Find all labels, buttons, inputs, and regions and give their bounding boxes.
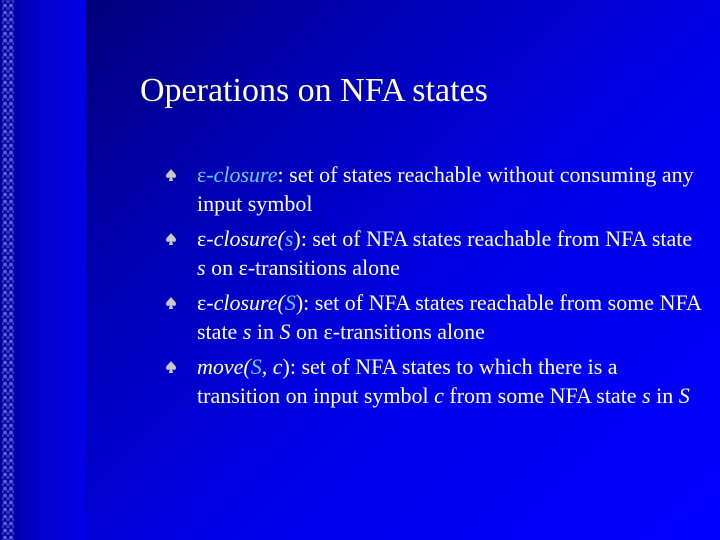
epsilon-symbol: ε: [197, 162, 207, 187]
text-segment: in: [251, 319, 280, 344]
text-segment: : set of states reachable without consuming any input symbol: [197, 162, 694, 216]
spade-icon: [166, 169, 176, 181]
term: -closure: [206, 162, 278, 187]
bullet-list: [166, 160, 706, 410]
left-decorative-band: [0, 0, 86, 540]
term: -closure(: [206, 226, 285, 251]
term: -closure(: [206, 290, 285, 315]
variable: s: [642, 383, 651, 408]
epsilon-symbol: ε: [197, 226, 207, 251]
bullet-text: [197, 288, 706, 346]
text-segment: -transitions alone: [247, 255, 400, 280]
variable: S: [678, 383, 690, 408]
spade-icon: [166, 233, 176, 245]
variable: s: [197, 255, 206, 280]
bullet-item: [166, 288, 706, 346]
text-segment: ): set of NFA states reachable from some NFA state: [197, 290, 701, 344]
bullet-item: [166, 352, 706, 410]
text-segment: on: [290, 319, 324, 344]
variable: S: [250, 354, 262, 379]
text-segment: -transitions alone: [332, 319, 485, 344]
bullet-text: [197, 352, 706, 410]
spade-icon: [166, 361, 176, 373]
slide-title: Operations on NFA states: [140, 72, 488, 109]
variable: c: [272, 354, 283, 379]
variable: c: [434, 383, 444, 408]
text-segment: from some NFA state: [443, 383, 643, 408]
text-segment: on: [205, 255, 239, 280]
text-segment: ): set of NFA states to which there is a transition on input symbol: [197, 354, 618, 408]
text-segment: ): set of NFA states reachable from NFA state: [293, 226, 693, 251]
text-segment: ,: [261, 354, 273, 379]
spade-icon: [166, 297, 176, 309]
variable: S: [284, 290, 296, 315]
variable: s: [284, 226, 294, 251]
dotted-border-pattern: [2, 0, 14, 540]
bullet-text: [197, 224, 706, 282]
epsilon-symbol: ε: [323, 319, 333, 344]
bullet-text: [197, 160, 706, 218]
epsilon-symbol: ε: [238, 255, 248, 280]
text-segment: in: [650, 383, 679, 408]
epsilon-symbol: ε: [197, 290, 207, 315]
term: move(: [197, 354, 251, 379]
variable: S: [279, 319, 291, 344]
bullet-item: [166, 224, 706, 282]
variable: s: [242, 319, 252, 344]
bullet-item: [166, 160, 706, 218]
